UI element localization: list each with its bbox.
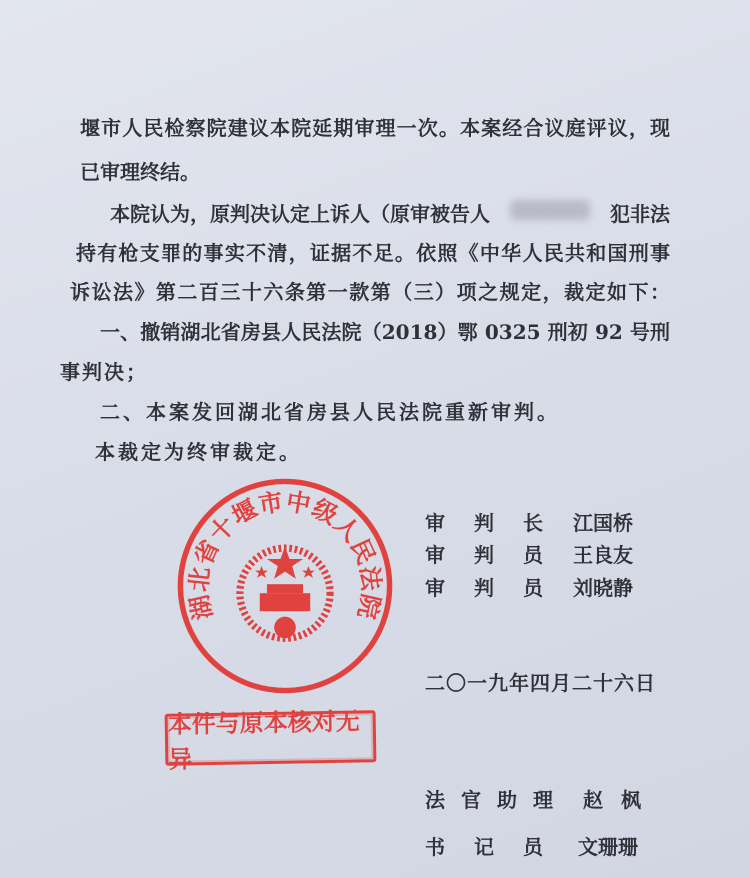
body-line: 已审理终结。: [80, 160, 200, 184]
judgment-date: 二〇一九年四月二十六日: [425, 671, 656, 695]
clerk-role: 法官助理: [425, 788, 553, 812]
signature-name: 江国桥: [573, 511, 633, 535]
body-line: 诉讼法》第二百三十六条第一款第（三）项之规定，裁定如下：: [70, 280, 670, 304]
body-line-part: 犯非法: [610, 202, 670, 226]
signature-role: 审判长: [425, 511, 543, 535]
redacted-name: [510, 200, 590, 220]
signature-name: 刘晓静: [573, 576, 633, 600]
body-line: 本裁定为终审裁定。: [95, 440, 302, 464]
clerk-role: 书记员: [425, 835, 543, 859]
signature-name: 王良友: [573, 543, 633, 567]
signature-row: [425, 510, 633, 536]
seal-text: 湖北省十堰市中级人民法院: [183, 486, 387, 623]
signature-row: [425, 575, 633, 601]
clerk-row: [425, 787, 659, 813]
signature-role: 审判员: [425, 543, 543, 567]
body-line: 一、撤销湖北省房县人民法院（2018）鄂 0325 刑初 92 号刑: [100, 320, 670, 344]
body-line: 事判决；: [60, 360, 148, 384]
body-line: 持有枪支罪的事实不清，证据不足。依照《中华人民共和国刑事: [76, 241, 670, 265]
clerk-row: [425, 834, 638, 860]
court-seal: [175, 476, 395, 696]
body-line: 二、本案发回湖北省房县人民法院重新审判。: [100, 400, 560, 424]
body-line: [110, 200, 670, 228]
signature-role: 审判员: [425, 576, 543, 600]
body-line: 堰市人民检察院建议本院延期审理一次。本案经合议庭评议，现: [80, 116, 670, 140]
national-emblem-icon: [240, 546, 330, 638]
body-line-part: 本院认为，原判决认定上诉人（原审被告人: [110, 202, 490, 226]
copy-verified-stamp: 本件与原本核对无异: [165, 710, 377, 766]
clerk-name: 赵枫: [583, 788, 659, 812]
clerk-name: 文珊珊: [578, 835, 638, 859]
signature-row: [425, 542, 633, 568]
